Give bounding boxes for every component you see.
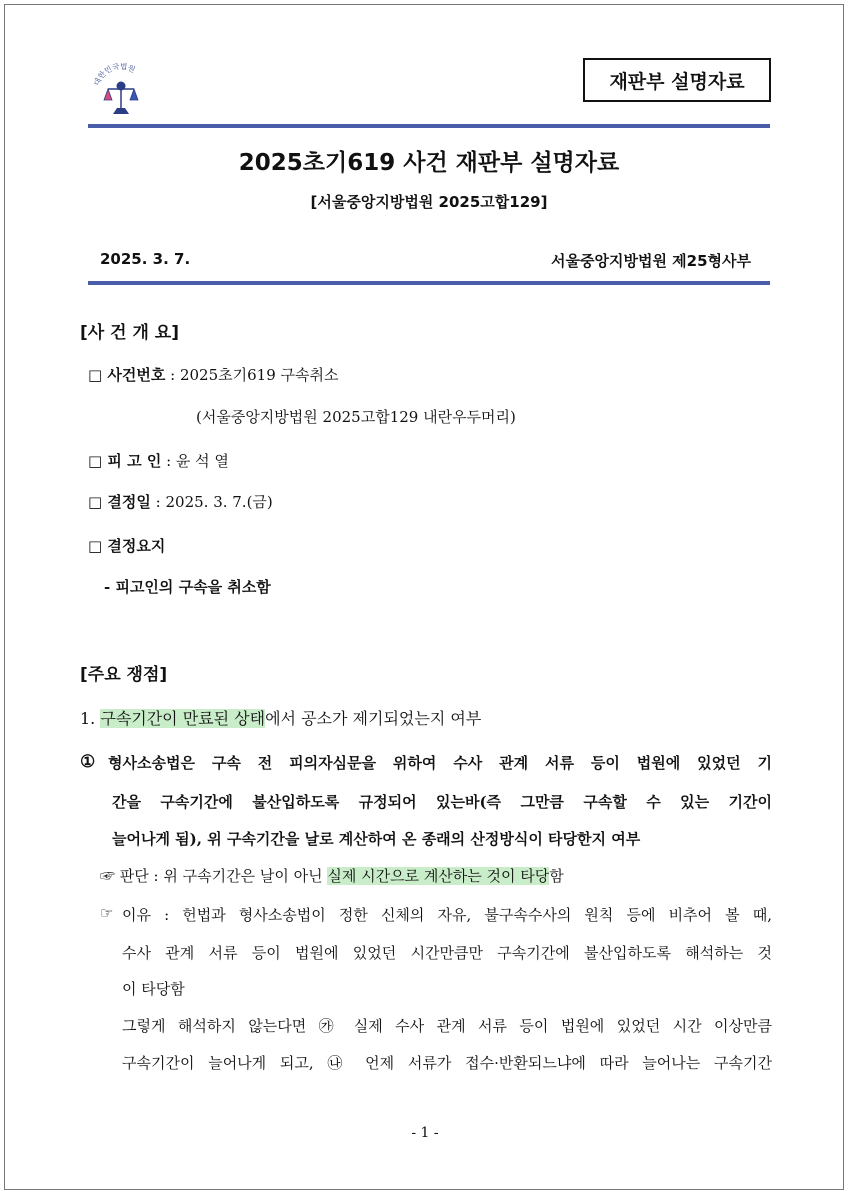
issue-1 (80, 706, 481, 729)
reason-line-1: 이유 : 헌법과 형사소송법이 정한 신체의 자유, 불구속수사의 원칙 등에 비추어 볼 때, (122, 906, 772, 924)
seal-text: 대한민국법원 (92, 61, 137, 87)
header-rule-top (88, 124, 770, 128)
defendant-row (88, 450, 229, 471)
judgment-prefix: 판단 : 위 구속기간은 날이 아닌 (119, 867, 328, 885)
page-subtitle: [서울중앙지방법원 2025고합129] (310, 193, 548, 211)
case-number-row (88, 364, 338, 385)
page-frame (4, 4, 844, 1190)
point-1-line-2: 간을 구속기간에 불산입하도록 규정되어 있는바(즉 그만큼 구속할 수 있는 기간이 (112, 793, 772, 811)
point-1-line-3: 늘어나게 됨), 위 구속기간을 날로 계산하여 온 종래의 산정방식이 타당한지 여부 (112, 830, 641, 848)
decision-summary-item: - 피고인의 구속을 취소함 (104, 578, 271, 596)
issue-1-number: 1. (80, 709, 96, 728)
court-seal-icon (90, 58, 152, 120)
point-1-line-1: 형사소송법은 구속 전 피의자심문을 위하여 수사 관계 서류 등이 법원에 있었던 기 (108, 754, 772, 772)
defendant-value: : 윤 석 열 (166, 452, 229, 470)
header-rule-bottom (88, 281, 770, 285)
svg-text:대한민국법원 (91, 61, 137, 87)
case-related: (서울중앙지방법원 2025고합129 내란우두머리) (196, 408, 516, 426)
judgment-highlight: 실제 시간으로 계산하는 것이 타당 (327, 867, 550, 885)
point-1-marker: ① (80, 752, 96, 772)
hand-pointer-icon: ☞ (100, 867, 116, 885)
reason-line-3: 이 타당함 (122, 980, 185, 998)
judgment-row (100, 865, 564, 886)
page-title: 2025초기619 사건 재판부 설명자료 (238, 150, 620, 176)
document-date: 2025. 3. 7. (100, 250, 191, 268)
reason-marker: ☞ (100, 904, 114, 922)
case-number-value: : 2025초기619 구속취소 (170, 366, 339, 384)
decision-date-row (88, 491, 273, 512)
case-number-label: □ 사건번호 (88, 366, 166, 384)
reason-line-5: 구속기간이 늘어나게 되고, ㉯ 언제 서류가 접수·반환되느냐에 따라 늘어나는 구속기간 (122, 1054, 772, 1072)
reason-line-2: 수사 관계 서류 등이 법원에 있었던 시간만큼만 구속기간에 불산입하도록 해석하는 것 (122, 944, 772, 962)
issues-heading: [주요 쟁점] (80, 665, 168, 685)
decision-summary-label: □ 결정요지 (88, 537, 166, 555)
court-division: 서울중앙지방법원 제25형사부 (551, 252, 751, 270)
judgment-suffix: 함 (549, 867, 564, 885)
decision-date-label: □ 결정일 (88, 493, 151, 511)
defendant-label: □ 피 고 인 (88, 452, 162, 470)
reason-line-4: 그렇게 해석하지 않는다면 ㉮ 실제 수사 관계 서류 등이 법원에 있었던 시간 이상만큼 (122, 1017, 772, 1035)
decision-date-value: : 2025. 3. 7.(금) (155, 493, 273, 511)
doc-label-box: 재판부 설명자료 (583, 58, 771, 102)
overview-heading: [사 건 개 요] (80, 323, 179, 343)
issue-1-highlight: 구속기간이 만료된 상태 (100, 709, 266, 728)
issue-1-rest: 에서 공소가 제기되었는지 여부 (265, 709, 482, 728)
page-number: - 1 - (411, 1125, 439, 1141)
